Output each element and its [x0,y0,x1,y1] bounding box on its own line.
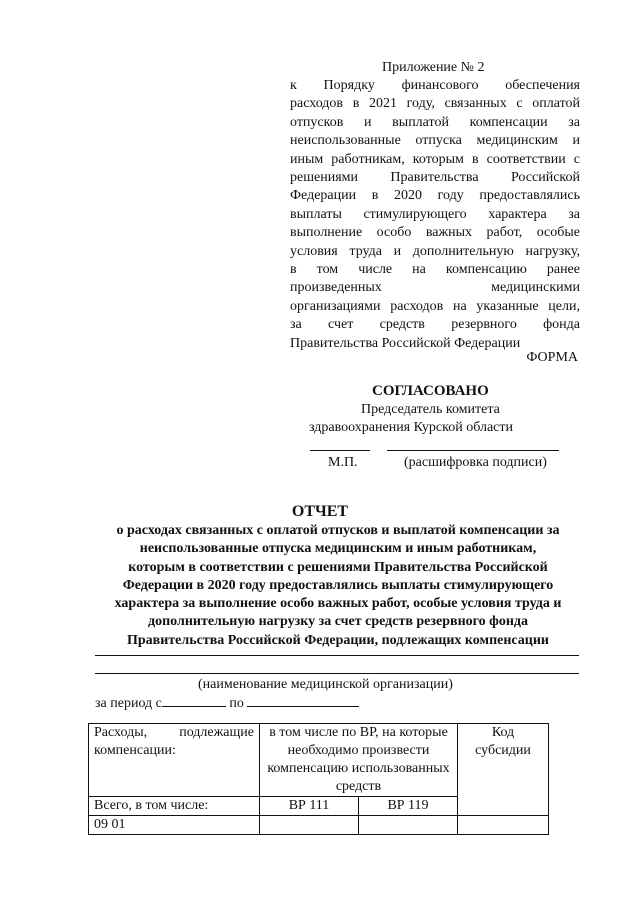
report-subtitle [80,522,596,650]
row-code: 09 01 [89,816,260,835]
period-line [95,694,359,712]
appendix-title: Приложение № 2 [382,60,485,75]
report-subtitle-line: неиспользованные отпуска медицинским и иным работникам, [139,541,537,557]
appendix-line: иным работникам, которым в соответствии с [290,151,580,167]
report-table [88,723,549,835]
period-middle: по [229,696,244,711]
report-subtitle-line: характера за выполнение особо важных работ, особые условия труда и [114,596,562,612]
header-code: Код субсидии [458,724,549,816]
appendix-line: неиспользованные отпуска медицинским и [290,133,580,149]
approval-position: Председатель комитета [361,402,500,417]
appendix-line: организациями расходов на указанные цели, [290,298,580,314]
appendix-line: Федерации в 2020 году предоставлялись [290,188,580,204]
report-title: ОТЧЕТ [291,503,349,520]
header-expenses: Расходы, подлежащие компенсации: [89,724,260,797]
organization-label: (наименование медицинской организации) [198,677,453,692]
appendix-line: отпусков и выплатой компенсации за [290,114,580,130]
appendix-text [290,77,580,353]
appendix-line: решениями Правительства Российской [290,170,580,186]
report-subtitle-line: Федерации в 2020 году предоставлялись выплаты стимулирующего [122,577,554,593]
approval-title: СОГЛАСОВАНО [372,383,489,399]
appendix-line: произведенных медицинскими [290,280,580,296]
table-cell[interactable] [458,816,549,835]
form-label: ФОРМА [526,350,578,365]
table-cell[interactable] [359,816,458,835]
appendix-line: в том числе на компенсацию ранее [290,262,580,278]
period-start-field[interactable] [162,694,226,707]
approval-organization: здравоохранения Курской области [309,420,514,435]
table-cell[interactable] [260,816,359,835]
vr-111: ВР 111 [260,797,359,816]
appendix-line: Правительства Российской Федерации [290,335,521,351]
report-subtitle-line: которым в соответствии с решениями Правительства Российской [128,559,548,575]
report-subtitle-line: о расходах связанных с оплатой отпусков и выплатой компенсации за [116,523,560,538]
appendix-line: к Порядку финансового обеспечения [290,78,580,93]
appendix-line: выплаты стимулирующего характера за [290,206,580,222]
appendix-line: выполнение особо важных работ, особые [290,225,580,241]
period-prefix: за период с [95,696,162,711]
appendix-line: условия труда и дополнительную нагрузку, [290,243,580,259]
header-vr: в том числе по ВР, на которые необходимо произвести компенсацию использованных средств [260,724,458,797]
total-label: Всего, в том числе: [89,797,260,816]
signature-line [310,450,370,451]
stamp-label: М.П. [328,455,358,470]
signature-label: (расшифровка подписи) [404,455,547,470]
table-header-row [89,724,549,797]
organization-line [95,655,579,656]
signature-decode-line [387,450,559,451]
report-subtitle-line: дополнительную нагрузку за счет средств резервного фонда [148,614,528,630]
appendix-line: расходов в 2021 году, связанных с оплатой [290,96,580,112]
table-row [89,816,549,835]
appendix-line: за счет средств резервного фонда [290,317,580,333]
organization-line [95,673,579,674]
vr-119: ВР 119 [359,797,458,816]
report-subtitle-line: Правительства Российской Федерации, подлежащих компенсации [127,632,549,648]
period-end-field[interactable] [247,694,359,707]
